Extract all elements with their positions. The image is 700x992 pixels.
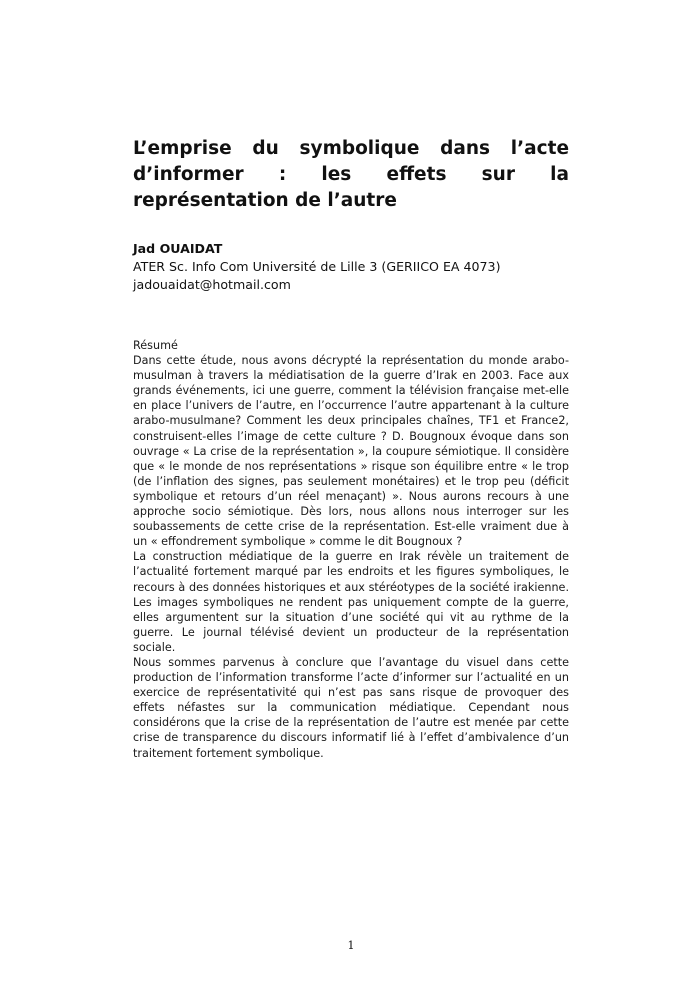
title-line: d’informer : les effets sur la — [133, 164, 569, 185]
page-number: 1 — [347, 939, 355, 952]
abstract-paragraph: Nous sommes parvenus à conclure que l’avantage du visuel dans cette production de l’information transforme l’acte d’informer sur l’actualité en un exercice de représentativité qui n’est pas sans risque de provoquer des effets néfastes sur la communication médiatique. Cependant nous considérons que la crise de la représentation de l’autre est menée par cette crise de transparence du discours informatif lié à l’effet d’ambivalence d’un traitement fortement symbolique. — [133, 655, 569, 760]
abstract-heading: Résumé — [133, 339, 178, 352]
abstract-paragraph: Dans cette étude, nous avons décrypté la représentation du monde arabo-musulman à travers la médiatisation de la guerre d’Irak en 2003. Face aux grands événements, ici une guerre, comment la télévision française met-elle en place l’univers de l’autre, en l’occurrence l’autre appartenant à la culture arabo-musulmane? Comment les deux principales chaînes, TF1 et France2, construisent-elles l’image de cette culture ? D. Bougnoux évoque dans son ouvrage « La crise de la représentation », la coupure sémiotique. Il considère que « le monde de nos représentations » risque son équilibre entre « le trop (de l’inflation des signes, pas seulement monétaires) et le trop peu (déficit symbolique et retours d’un réel menaçant) ». Nous aurons recours à une approche socio sémiotique. Dès lors, nous allons nous interroger sur les soubassements de cette crise de la représentation. Est-elle vraiment due à un « effondrement symbolique » comme le dit Bougnoux ? — [133, 354, 569, 549]
author-email: jadouaidat@hotmail.com — [133, 277, 291, 292]
author-block — [133, 240, 569, 294]
document-page — [133, 0, 569, 992]
title-line: L’emprise du symbolique dans l’acte — [133, 138, 569, 159]
author-name: Jad OUAIDAT — [133, 241, 223, 256]
paper-title — [133, 136, 569, 214]
title-line: représentation de l’autre — [133, 190, 397, 211]
abstract-section — [133, 338, 569, 761]
abstract-paragraph: La construction médiatique de la guerre en Irak révèle un traitement de l’actualité fortement marqué par les endroits et les figures symboliques, le recours à des données historiques et aux stéréotypes de la société irakienne. Les images symboliques ne rendent pas uniquement compte de la guerre, elles argumentent sur la situation d’une société qui vit au rythme de la guerre. Le journal télévisé devient un producteur de la représentation sociale. — [133, 550, 569, 654]
author-affiliation: ATER Sc. Info Com Université de Lille 3 (GERIICO EA 4073) — [133, 259, 501, 274]
